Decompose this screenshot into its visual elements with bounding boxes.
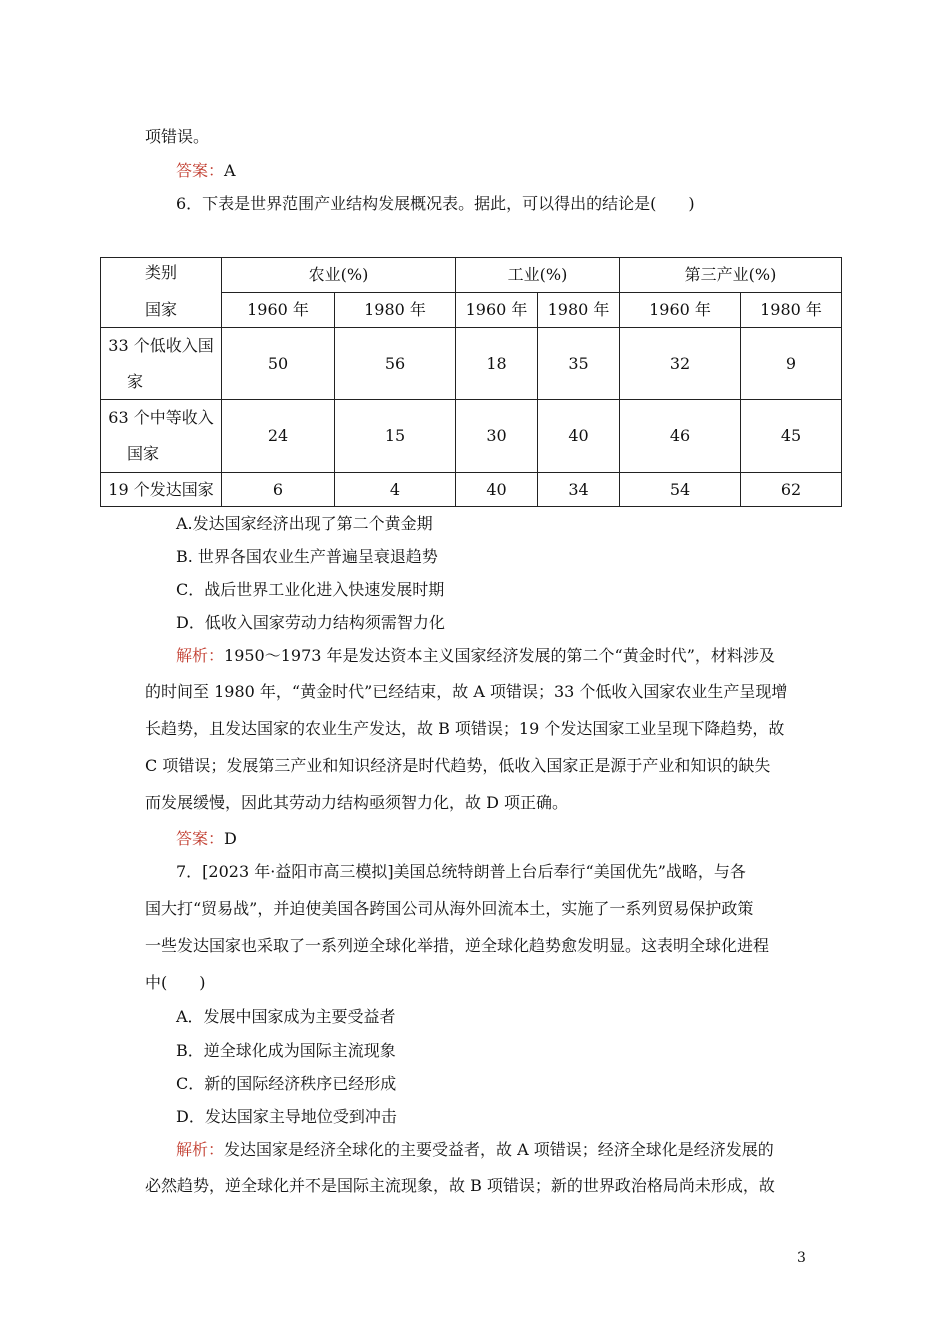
q6-analysis-line: 长趋势，且发达国家的农业生产发达，故 B 项错误；19 个发达国家工业呈现下降趋势，故 xyxy=(145,719,785,738)
table-row xyxy=(101,328,842,400)
table-cell: 45 xyxy=(741,400,842,473)
answer-5 xyxy=(176,160,236,182)
q6-analysis-line xyxy=(176,645,775,667)
analysis-label: 解析： xyxy=(176,646,225,665)
table-cell: 15 xyxy=(335,400,456,473)
group-header-industry: 工业(%) xyxy=(456,258,620,293)
year-header: 1980 年 xyxy=(335,293,456,328)
table-cell: 56 xyxy=(335,328,456,400)
q7-option-c: C．新的国际经济秩序已经形成 xyxy=(176,1074,397,1093)
q6-option-c: C．战后世界工业化进入快速发展时期 xyxy=(176,580,445,599)
year-header: 1980 年 xyxy=(538,293,620,328)
table-cell: 50 xyxy=(222,328,335,400)
row-name-line: 63 个中等收入 xyxy=(108,408,214,427)
table-cell: 32 xyxy=(620,328,741,400)
corner-category-label: 类别 xyxy=(144,263,177,282)
row-country-name: 19 个发达国家 xyxy=(101,473,222,507)
year-header: 1960 年 xyxy=(222,293,335,328)
page-number: 3 xyxy=(797,1250,806,1266)
q7-option-d: D．发达国家主导地位受到冲击 xyxy=(176,1107,397,1126)
row-name-line: 家 xyxy=(127,371,144,391)
q7-option-a: A．发展中国家成为主要受益者 xyxy=(176,1007,396,1026)
table-cell: 54 xyxy=(620,473,741,507)
q6-analysis-line: 的时间至 1980 年，“黄金时代”已经结束，故 A 项错误；33 个低收入国家农业生产呈现增 xyxy=(145,682,788,701)
analysis-label: 解析： xyxy=(176,1140,225,1159)
table-cell: 35 xyxy=(538,328,620,400)
table-cell: 34 xyxy=(538,473,620,507)
year-header: 1960 年 xyxy=(456,293,538,328)
question-7-stem-line: 中( ) xyxy=(145,973,206,992)
analysis-text: 发达国家是经济全球化的主要受益者，故 A 项错误；经济全球化是经济发展的 xyxy=(224,1140,774,1159)
row-country-name xyxy=(101,400,222,473)
table-cell: 6 xyxy=(222,473,335,507)
group-header-tertiary: 第三产业(%) xyxy=(620,258,842,293)
analysis-text: 1950～1973 年是发达资本主义国家经济发展的第二个“黄金时代”，材料涉及 xyxy=(224,646,775,665)
prev-analysis-tail: 项错误。 xyxy=(145,127,210,146)
table-cell: 40 xyxy=(456,473,538,507)
q6-option-d: D．低收入国家劳动力结构须需智力化 xyxy=(176,613,445,632)
answer-label: 答案： xyxy=(176,161,225,180)
row-country-name xyxy=(101,328,222,400)
year-header: 1960 年 xyxy=(620,293,741,328)
corner-country-label: 国家 xyxy=(144,300,177,319)
q7-analysis-line: 必然趋势，逆全球化并不是国际主流现象，故 B 项错误；新的世界政治格局尚未形成，故 xyxy=(145,1176,775,1195)
row-name-line: 33 个低收入国 xyxy=(108,335,214,355)
table-row xyxy=(101,473,842,507)
q7-analysis-line xyxy=(176,1139,774,1161)
table-cell: 24 xyxy=(222,400,335,473)
table-cell: 40 xyxy=(538,400,620,473)
question-7-stem-line: 7．[2023 年·益阳市高三模拟]美国总统特朗普上台后奉行“美国优先”战略，与各 xyxy=(176,862,746,881)
row-name-line: 国家 xyxy=(127,444,160,463)
industry-structure-table xyxy=(100,257,842,507)
answer-value: D xyxy=(224,829,237,848)
q7-option-b: B．逆全球化成为国际主流现象 xyxy=(176,1041,396,1060)
q6-option-a: A.发达国家经济出现了第二个黄金期 xyxy=(176,514,433,533)
table-cell: 18 xyxy=(456,328,538,400)
table-cell: 62 xyxy=(741,473,842,507)
question-6-stem: 6．下表是世界范围产业结构发展概况表。据此，可以得出的结论是( ) xyxy=(176,194,695,213)
table-cell: 46 xyxy=(620,400,741,473)
table-cell: 9 xyxy=(741,328,842,400)
table-row xyxy=(101,400,842,473)
table-cell: 4 xyxy=(335,473,456,507)
question-7-stem-line: 一些发达国家也采取了一系列逆全球化举措，逆全球化趋势愈发明显。这表明全球化进程 xyxy=(145,936,770,955)
answer-label: 答案： xyxy=(176,829,225,848)
question-7-stem-line: 国大打“贸易战”，并迫使美国各跨国公司从海外回流本土，实施了一系列贸易保护政策 xyxy=(145,899,754,918)
table-corner-header xyxy=(101,258,222,328)
group-header-agriculture: 农业(%) xyxy=(222,258,456,293)
answer-value: A xyxy=(224,161,236,180)
q6-analysis-line: C 项错误；发展第三产业和知识经济是时代趋势，低收入国家正是源于产业和知识的缺失 xyxy=(145,756,771,775)
q6-analysis-line: 而发展缓慢，因此其劳动力结构亟须智力化，故 D 项正确。 xyxy=(145,793,569,812)
table-cell: 30 xyxy=(456,400,538,473)
answer-6 xyxy=(176,828,237,850)
q6-option-b: B. 世界各国农业生产普遍呈衰退趋势 xyxy=(176,547,438,566)
year-header: 1980 年 xyxy=(741,293,842,328)
